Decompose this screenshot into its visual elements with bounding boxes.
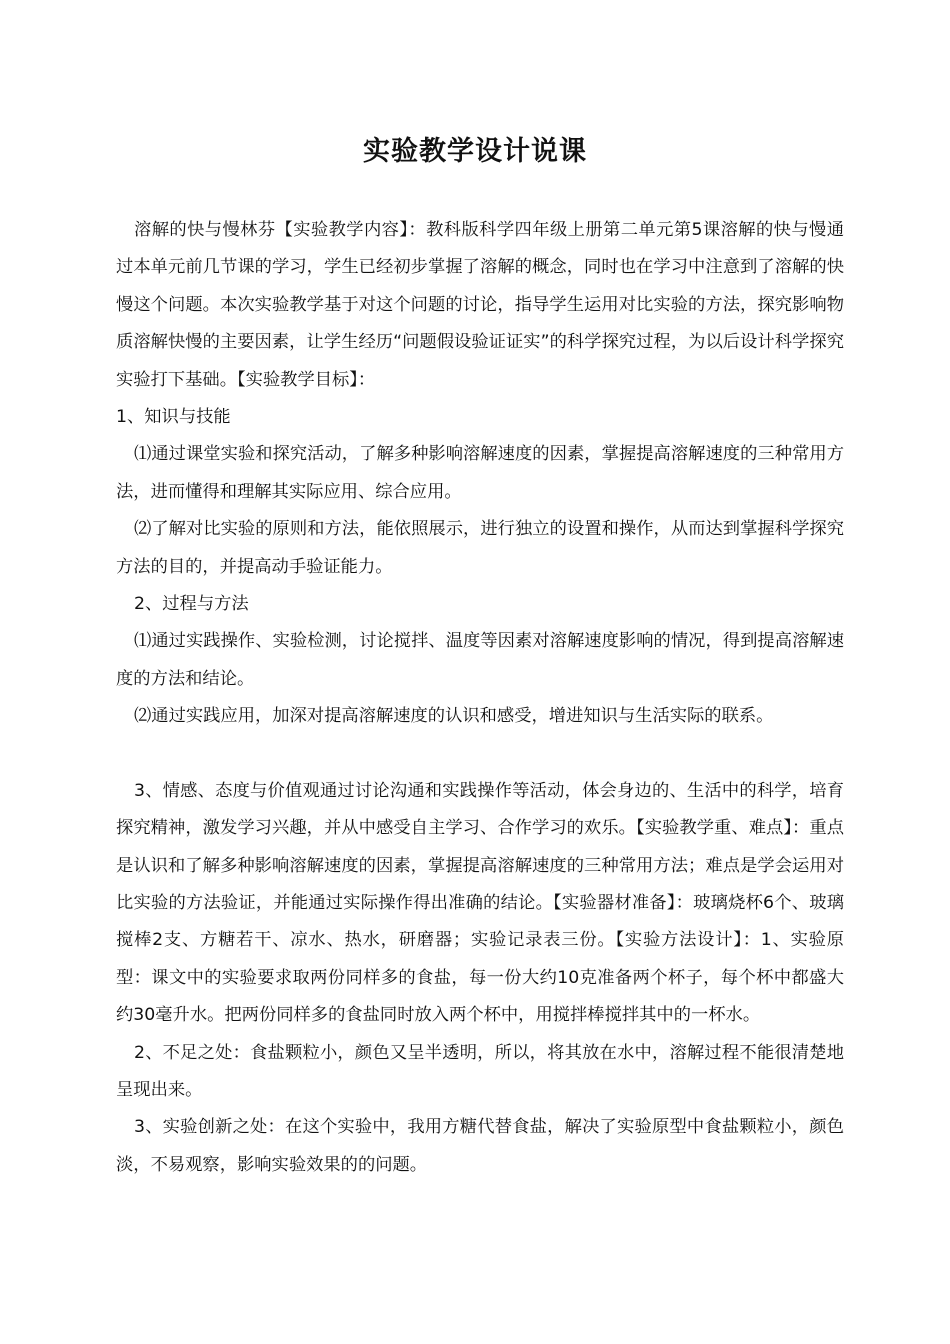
document-body [116, 212, 844, 1184]
paragraph-emotion-attitude: 3、情感、态度与价值观通过讨论沟通和实践操作等活动，体会身边的、生活中的科学，培育探究精神，激发学习兴趣，并从中感受自主学习、合作学习的欢乐。【实验教学重、难点】：重点是认识和了解多种影响溶解速度的因素，掌握提高溶解速度的三种常用方法；难点是学会运用对比实验的方法验证，并能通过实际操作得出准确的结论。【实验器材准备】：玻璃烧杯6个、玻璃搅棒2支、方糖若干、凉水、热水，研磨器；实验记录表三份。【实验方法设计】：1、实验原型：课文中的实验要求取两份同样多的食盐，每一份大约10克准备两个杯子，每个杯中都盛大约30毫升水。把两份同样多的食盐同时放入两个杯中，用搅拌棒搅拌其中的一杯水。 [116, 780, 844, 1026]
paragraph-process-1: ⑴通过实践操作、实验检测，讨论搅拌、温度等因素对溶解速度影响的情况，得到提高溶解速度的方法和结论。 [116, 631, 844, 689]
paragraph-spacer [116, 736, 844, 773]
paragraph-knowledge-2: ⑵了解对比实验的原则和方法，能依照展示，进行独立的设置和操作，从而达到掌握科学探究方法的目的，并提高动手验证能力。 [116, 519, 844, 577]
paragraph-knowledge-1: ⑴通过课堂实验和探究活动，了解多种影响溶解速度的因素，掌握提高溶解速度的三种常用方法，进而懂得和理解其实际应用、综合应用。 [116, 444, 844, 502]
paragraph-shortcomings: 2、不足之处：食盐颗粒小，颜色又呈半透明，所以，将其放在水中，溶解过程不能很清楚地呈现出来。 [116, 1042, 844, 1100]
paragraph-innovation: 3、实验创新之处：在这个实验中，我用方糖代替食盐，解决了实验原型中食盐颗粒小，颜色淡，不易观察，影响实验效果的的问题。 [116, 1117, 844, 1175]
heading-knowledge-skills: 1、知识与技能 [116, 407, 231, 428]
paragraph-intro: 溶解的快与慢林芬【实验教学内容】：教科版科学四年级上册第二单元第5课溶解的快与慢通过本单元前几节课的学习，学生已经初步掌握了溶解的概念，同时也在学习中注意到了溶解的快慢这个问题。本次实验教学基于对这个问题的讨论，指导学生运用对比实验的方法，探究影响物质溶解快慢的主要因素，让学生经历“问题假设验证证实”的科学探究过程，为以后设计科学探究实验打下基础。【实验教学目标】： [116, 220, 844, 390]
document-title: 实验教学设计说课 [363, 136, 587, 167]
heading-process-methods: 2、过程与方法 [134, 594, 249, 615]
paragraph-process-2: ⑵通过实践应用，加深对提高溶解速度的认识和感受，增进知识与生活实际的联系。 [134, 706, 774, 727]
